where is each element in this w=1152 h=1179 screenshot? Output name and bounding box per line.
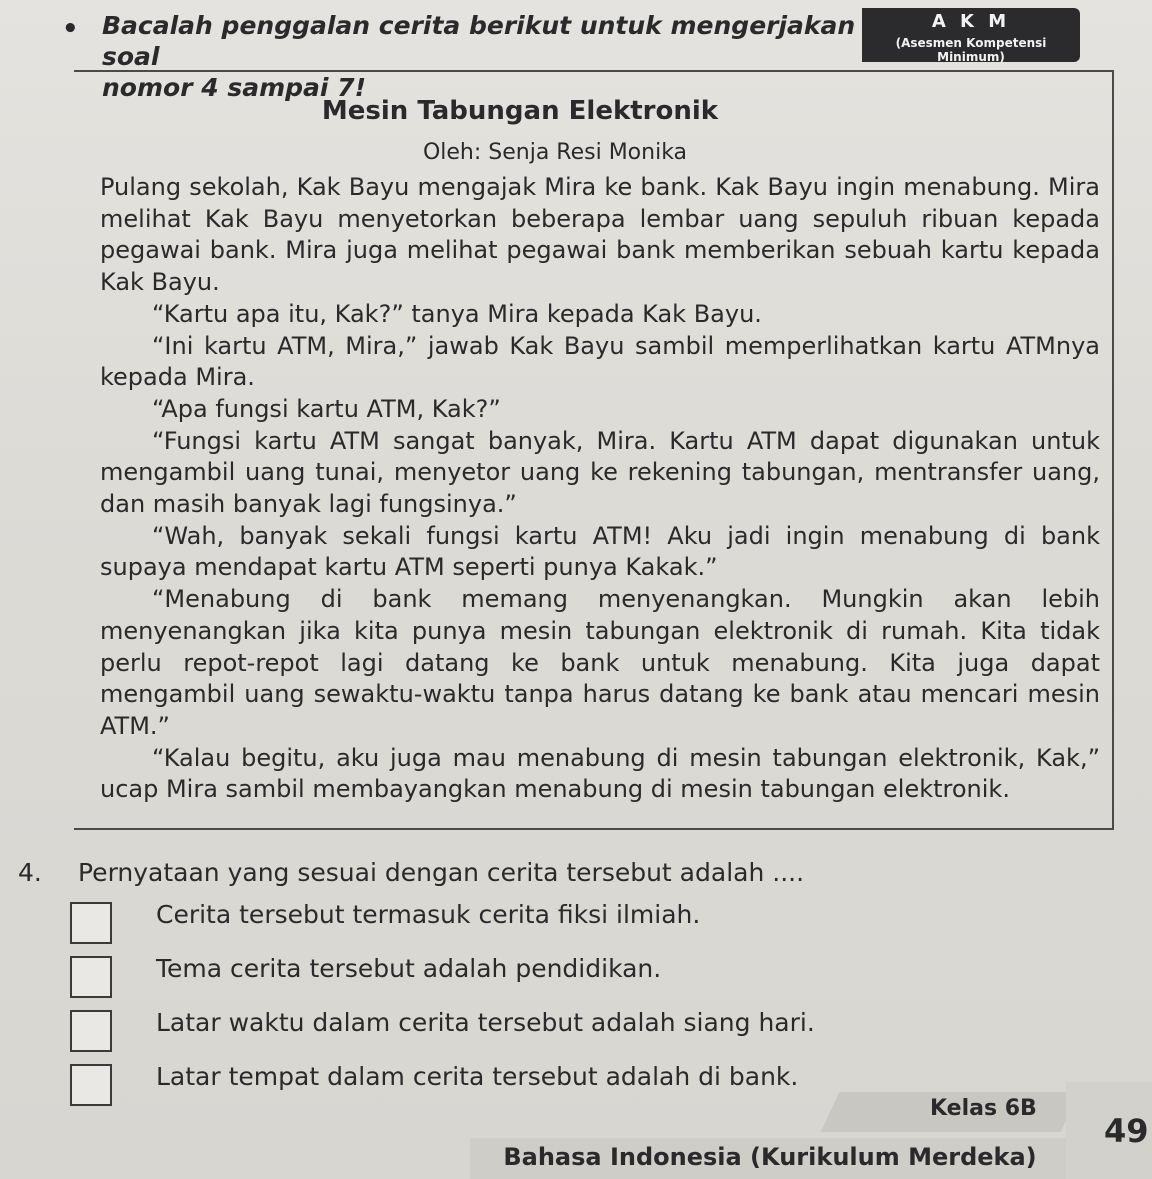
question-4 — [18, 858, 804, 887]
answer-option[interactable] — [70, 898, 970, 952]
story-paragraph: “Wah, banyak sekali fungsi kartu ATM! Aku jadi ingin menabung di bank supaya mendapat kartu ATM seperti punya Kakak.” — [100, 521, 1100, 582]
option-checkbox[interactable] — [70, 902, 112, 944]
story-paragraph: “Ini kartu ATM, Mira,” jawab Kak Bayu sambil memperlihatkan kartu ATMnya kepada Mira. — [100, 331, 1100, 392]
story-paragraph: “Kalau begitu, aku juga mau menabung di mesin tabungan elektronik, Kak,” ucap Mira sambil membayangkan menabung di mesin tabungan elektronik. — [100, 743, 1100, 804]
story-body — [100, 172, 1100, 806]
akm-badge-subtitle: (Asesmen Kompetensi Minimum) — [895, 36, 1047, 64]
story-paragraph: “Fungsi kartu ATM sangat banyak, Mira. Kartu ATM dapat digunakan untuk mengambil uang tunai, menyetor uang ke rekening tabungan, mentransfer uang, dan masih banyak lagi fungsinya.” — [100, 426, 1100, 519]
option-checkbox[interactable] — [70, 956, 112, 998]
option-checkbox[interactable] — [70, 1010, 112, 1052]
answer-option[interactable] — [70, 1006, 970, 1060]
question-number: 4. — [18, 858, 42, 887]
option-checkbox[interactable] — [70, 1064, 112, 1106]
page-number: 49 — [1104, 1112, 1149, 1150]
story-paragraph: “Kartu apa itu, Kak?” tanya Mira kepada Kak Bayu. — [152, 299, 762, 328]
option-label: Latar tempat dalam cerita tersebut adalah di bank. — [156, 1062, 799, 1091]
instruction-bullet: • — [62, 14, 79, 44]
story-author: Oleh: Senja Resi Monika — [422, 140, 688, 165]
answer-option[interactable] — [70, 952, 970, 1006]
class-label: Kelas 6B — [930, 1096, 1037, 1121]
story-paragraph: “Menabung di bank memang menyenangkan. Mungkin akan lebih menyenangkan jika kita punya mesin tabungan elektronik di rumah. Kita tidak perlu repot-repot lagi datang ke bank untuk menabung. Kita juga dapat mengambil uang sewaktu-waktu tanpa harus datang ke bank atau mencari mesin ATM.” — [100, 585, 1100, 740]
question-text: Pernyataan yang sesuai dengan cerita tersebut adalah .... — [78, 858, 805, 887]
book-title: Bahasa Indonesia (Kurikulum Merdeka) — [503, 1143, 1037, 1171]
option-label: Latar waktu dalam cerita tersebut adalah siang hari. — [156, 1008, 815, 1037]
akm-badge — [862, 8, 1080, 62]
instruction-line-1: Bacalah penggalan cerita berikut untuk mengerjakan soal — [102, 11, 856, 71]
option-label: Tema cerita tersebut adalah pendidikan. — [156, 954, 662, 983]
story-paragraph: “Apa fungsi kartu ATM, Kak?” — [152, 394, 501, 423]
akm-badge-title: A K M — [931, 11, 1011, 32]
option-label: Cerita tersebut termasuk cerita fiksi ilmiah. — [156, 900, 701, 929]
answer-options — [70, 898, 970, 1114]
story-title: Mesin Tabungan Elektronik — [321, 96, 719, 126]
story-paragraph: Pulang sekolah, Kak Bayu mengajak Mira ke bank. Kak Bayu ingin menabung. Mira melihat Kak Bayu menyetorkan beberapa lembar uang sepuluh ribuan kepada pegawai bank. Mira juga melihat pegawai bank memberikan sebuah kartu kepada Kak Bayu. — [100, 173, 1100, 297]
instruction-line-2: nomor 4 sampai 7! — [102, 73, 366, 102]
